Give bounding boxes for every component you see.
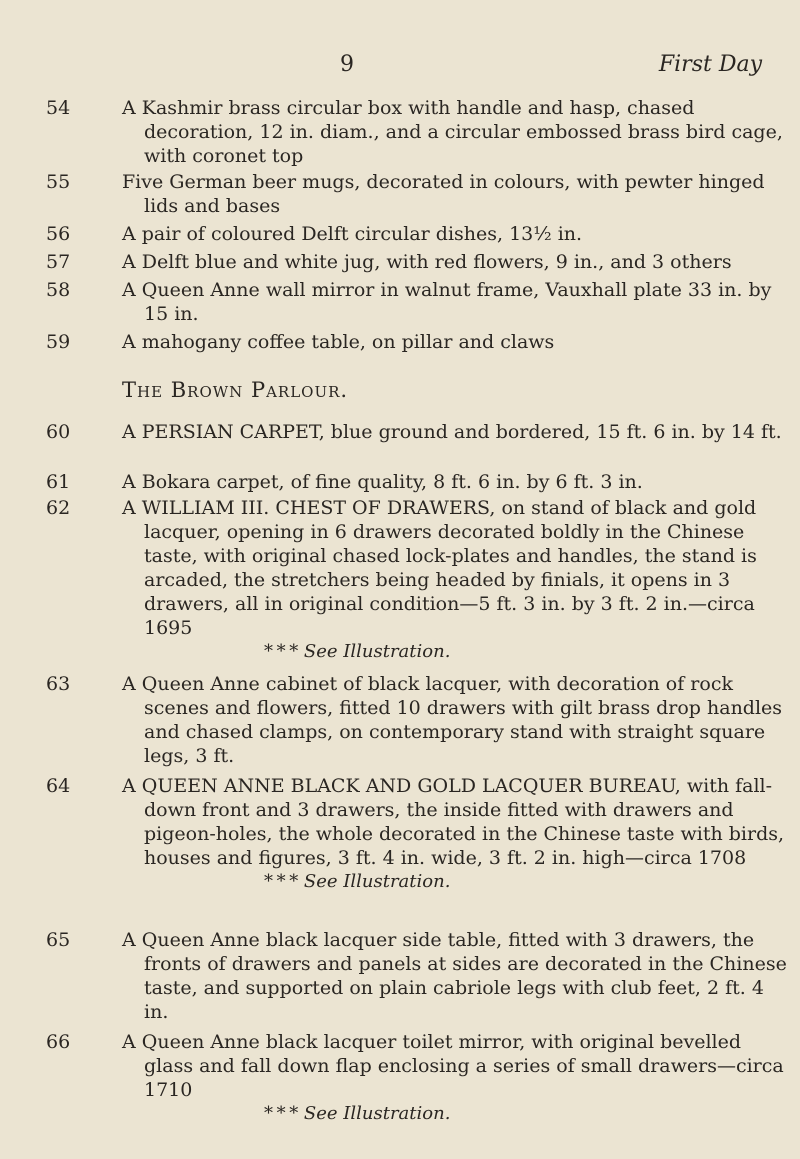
lot-number: 65 <box>46 929 71 951</box>
lot-description: A PERSIAN CARPET, blue ground and bordered, 15 ft. 6 in. by 14 ft. <box>122 421 782 443</box>
illustration-note: * * * See Illustration. <box>264 1103 451 1124</box>
lot-text: A QUEEN ANNE BLACK AND GOLD LACQUER BUREAU, with fall-down front and 3 drawers, the inside fitted with drawers and pigeon-holes, the whole decorated in the Chinese taste with birds, houses and figures, 3 ft. 4 in. wide, 3 ft. 2 in. high—circa 1708 <box>122 775 785 869</box>
lot-description: Five German beer mugs, decorated in colours, with pewter hinged lids and bases <box>122 171 765 217</box>
lot-number: 59 <box>46 331 71 353</box>
lot-number: 62 <box>46 497 71 519</box>
illustration-note: * * * See Illustration. <box>264 641 451 662</box>
running-title: First Day <box>658 52 762 77</box>
lot-description: A Delft blue and white jug, with red flowers, 9 in., and 3 others <box>122 251 732 273</box>
lot-description <box>122 496 794 664</box>
lot-description: A Queen Anne black lacquer side table, fitted with 3 drawers, the fronts of drawers and panels at sides are decorated in the Chinese taste, and supported on plain cabriole legs with club feet, 2 ft. 4 in. <box>122 929 787 1023</box>
lot-number: 63 <box>46 673 71 695</box>
lot-description: A Queen Anne cabinet of black lacquer, with decoration of rock scenes and flowers, fitted 10 drawers with gilt brass drop handles and chased clamps, on contemporary stand with straight square legs, 3 ft. <box>122 673 783 767</box>
lot-number: 66 <box>46 1031 71 1053</box>
lot-text: A WILLIAM III. CHEST OF DRAWERS, on stand of black and gold lacquer, opening in 6 drawers decorated boldly in the Chinese taste, with original chased lock-plates and handles, the stand is arcaded, the stretchers being headed by finials, it opens in 3 drawers, all in original condition—5 ft. 3 in. by 3 ft. 2 in.—circa 1695 <box>122 497 757 639</box>
lot-description <box>122 1030 794 1126</box>
lot-number: 64 <box>46 775 71 797</box>
lot-description: A mahogany coffee table, on pillar and claws <box>122 331 555 353</box>
page-header <box>0 52 800 82</box>
lot-number: 55 <box>46 171 71 193</box>
lot-number: 54 <box>46 97 71 119</box>
lot-description <box>122 774 794 894</box>
illustration-note: * * * See Illustration. <box>264 871 451 892</box>
lot-description: A Bokara carpet, of fine quality, 8 ft. 6 in. by 6 ft. 3 in. <box>122 471 643 493</box>
lot-description: A Kashmir brass circular box with handle and hasp, chased decoration, 12 in. diam., and a circular embossed brass bird cage, with coronet top <box>122 97 783 167</box>
lot-number: 58 <box>46 279 71 301</box>
lot-number: 56 <box>46 223 71 245</box>
lot-number: 61 <box>46 471 71 493</box>
section-heading: The Brown Parlour. <box>122 378 349 402</box>
lot-description: A pair of coloured Delft circular dishes, 13½ in. <box>122 223 583 245</box>
lot-description: A Queen Anne wall mirror in walnut frame, Vauxhall plate 33 in. by 15 in. <box>122 279 772 325</box>
page-number: 9 <box>340 52 354 77</box>
lot-number: 57 <box>46 251 71 273</box>
lot-text: A Queen Anne black lacquer toilet mirror, with original bevelled glass and fall down flap enclosing a series of small drawers—circa 1710 <box>122 1031 784 1101</box>
lot-number: 60 <box>46 421 71 443</box>
